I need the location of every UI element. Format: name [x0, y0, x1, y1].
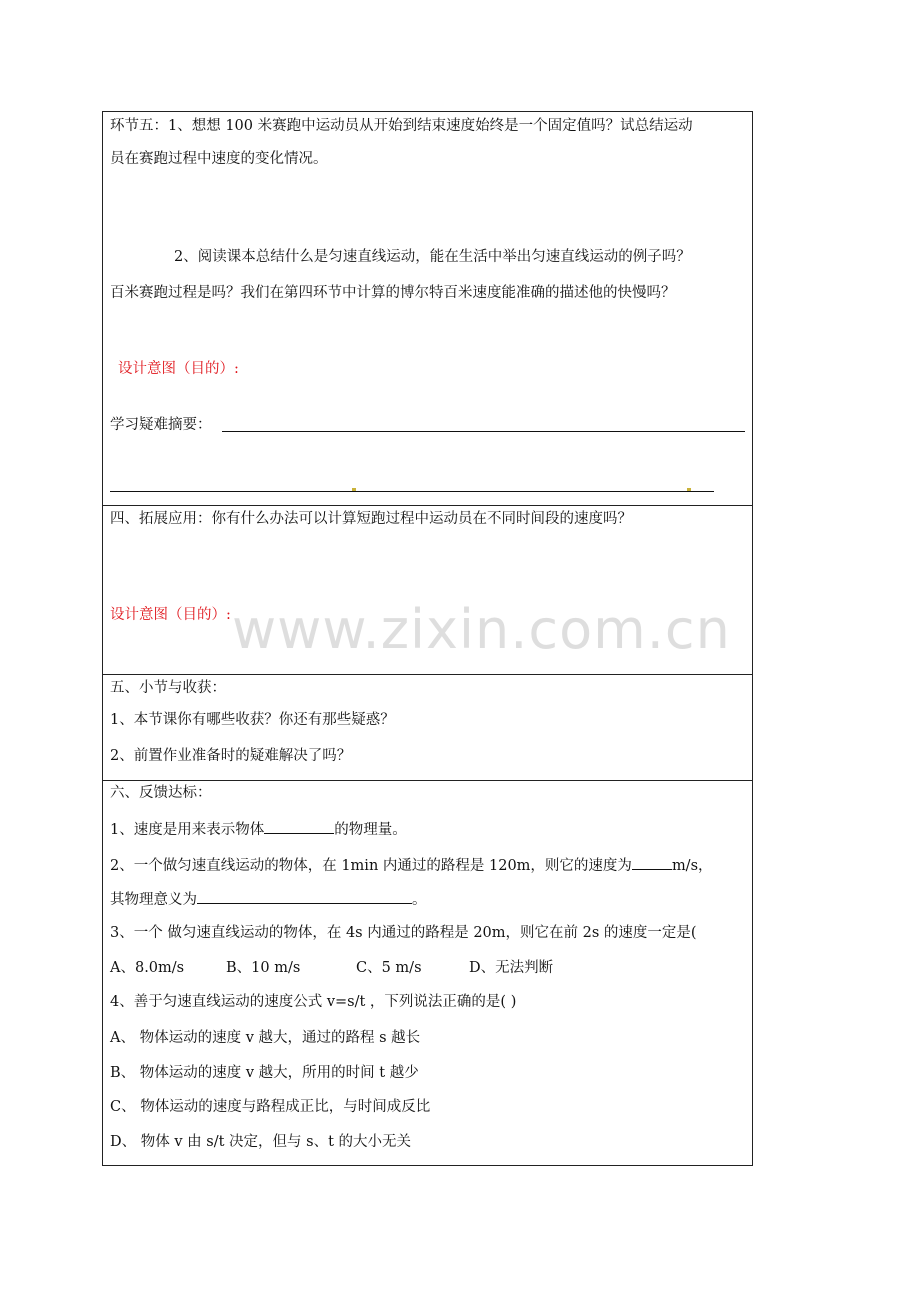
feedback-q2-line2 [110, 888, 427, 910]
feedback-q3-option-c: C、5 m/s [356, 960, 422, 976]
difficulty-answer-line-2 [110, 491, 714, 492]
artifact-dot [687, 488, 691, 491]
section5-q1-line1: 环节五：1、想想 100 米赛跑中运动员从开始到结束速度始终是一个固定值吗？试总结运动 [110, 118, 693, 134]
section5-q1-line2: 员在赛跑过程中速度的变化情况。 [110, 151, 328, 167]
feedback-q4-option-d: D、 物体 v 由 s/t 决定，但与 s、t 的大小无关 [110, 1134, 412, 1150]
difficulty-answer-line [222, 431, 745, 432]
feedback-q4-option-b: B、 物体运动的速度 v 越大，所用的时间 t 越少 [110, 1065, 419, 1081]
feedback-q4-option-c: C、 物体运动的速度与路程成正比，与时间成反比 [110, 1099, 431, 1115]
row-divider [102, 505, 753, 506]
feedback-q2-meaning-blank [197, 888, 412, 904]
feedback-q4-option-a: A、 物体运动的速度 v 越大，通过的路程 s 越长 [110, 1030, 421, 1046]
section5-q2-line2: 百米赛跑过程是吗？我们在第四环节中计算的博尔特百米速度能准确的描述他的快慢吗？ [110, 285, 676, 301]
design-intent-label: 设计意图（目的）: [118, 361, 239, 377]
feedback-q1-text-end: 的物理量。 [334, 822, 407, 838]
summary-item-1: 1、本节课你有哪些收获？你还有那些疑惑？ [110, 712, 395, 728]
feedback-q2-end: 。 [412, 892, 427, 908]
feedback-q3-option-a: A、8.0m/s [110, 960, 185, 976]
row-divider [102, 674, 753, 675]
design-intent-label: 设计意图（目的）: [110, 607, 231, 623]
feedback-title: 六、反馈达标： [110, 785, 212, 801]
feedback-q2-blank [632, 854, 672, 870]
artifact-dot [352, 488, 356, 491]
feedback-q2 [110, 854, 713, 876]
feedback-q2-unit: m/s， [671, 858, 713, 874]
feedback-q2-text: 2、一个做匀速直线运动的物体，在 1min 内通过的路程是 120m，则它的速度为 [110, 858, 632, 874]
section4-title: 四、拓展应用：你有什么办法可以计算短跑过程中运动员在不同时间段的速度吗？ [110, 511, 632, 527]
feedback-q2-meaning-label: 其物理意义为 [110, 892, 197, 908]
section5-q2-line1: 2、阅读课本总结什么是匀速直线运动，能在生活中举出匀速直线运动的例子吗？ [174, 249, 691, 265]
feedback-q4: 4、善于匀速直线运动的速度公式 v=s/t ，下列说法正确的是( ) [110, 994, 517, 1010]
summary-title: 五、小节与收获： [110, 680, 226, 696]
feedback-q1 [110, 818, 407, 840]
feedback-q3-option-b: B、10 m/s [226, 960, 301, 976]
difficulty-summary-label: 学习疑难摘要： [110, 417, 212, 433]
row-divider [102, 780, 753, 781]
summary-item-2: 2、前置作业准备时的疑难解决了吗？ [110, 748, 352, 764]
feedback-q1-blank [264, 818, 334, 834]
feedback-q3: 3、一个 做匀速直线运动的物体，在 4s 内通过的路程是 20m，则它在前 2s 的速度一定是( [110, 925, 697, 941]
feedback-q3-option-d: D、无法判断 [469, 960, 554, 976]
watermark-text: www.zixin.com.cn [232, 598, 731, 661]
feedback-q1-text: 1、速度是用来表示物体 [110, 822, 265, 838]
